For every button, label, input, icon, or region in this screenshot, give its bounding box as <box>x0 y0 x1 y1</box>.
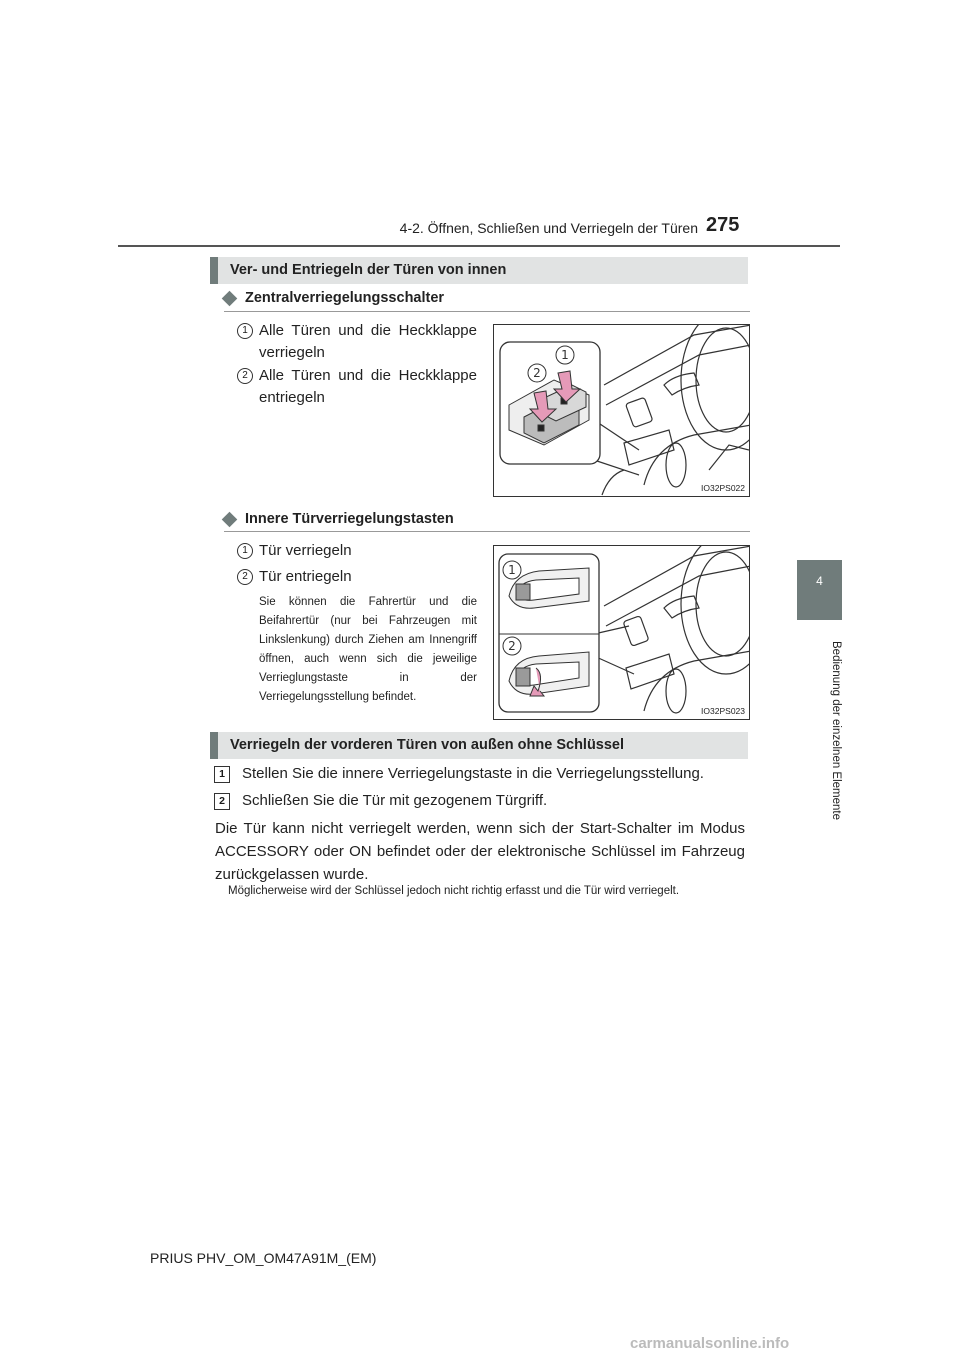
subheading-inner-lock-buttons <box>224 511 454 527</box>
chapter-title: 4-2. Öffnen, Schließen und Verriegeln der Türen <box>399 220 698 236</box>
figure-code: IO32PS023 <box>701 706 745 716</box>
page-number: 275 <box>706 214 740 236</box>
item-unlock-door: Tür entriegeln <box>259 568 352 585</box>
illustration-inner-lock-buttons <box>493 545 750 720</box>
callout-1: 1 <box>561 348 569 362</box>
callout-1: 1 <box>508 563 516 577</box>
callout-2: 2 <box>508 639 516 653</box>
subheading-divider <box>224 531 750 532</box>
paragraph-lock-condition: Die Tür kann nicht verriegelt werden, wenn sich der Start-Schalter im Modus ACCESSORY oder ON befindet oder der elektronische Schlüssel im Fahrzeug zurückgelassen wurde. <box>215 820 745 883</box>
item-number-circle: 2 <box>237 569 253 585</box>
subheading-divider <box>224 311 750 312</box>
step-set-lock-button: Stellen Sie die innere Verriegelungstaste in die Verriegelungsstellung. <box>242 765 704 782</box>
step-number-box: 2 <box>214 793 230 810</box>
figure-code: IO32PS022 <box>701 483 745 493</box>
callout-2: 2 <box>533 366 541 380</box>
watermark: carmanualsonline.info <box>630 1335 790 1352</box>
note-key-detection: Möglicherweise wird der Schlüssel jedoch nicht richtig erfasst und die Tür wird verriegelt. <box>228 885 680 897</box>
header-divider <box>118 245 840 247</box>
item-number-circle: 1 <box>237 543 253 559</box>
diamond-bullet-icon <box>222 511 238 527</box>
section-heading-outside-locking: Verriegeln der vorderen Türen von außen ohne Schlüssel <box>210 732 748 759</box>
illustration-central-lock-switch <box>493 324 750 497</box>
chapter-tab-number: 4 <box>816 574 823 588</box>
inner-lock-buttons-drawing <box>494 546 750 720</box>
item-unlock-all: Alle Türen und die Heckklappe entriegeln <box>259 367 477 406</box>
chapter-tab-label: Bedienung der einzelnen Elemente <box>830 640 842 821</box>
central-lock-switch-drawing <box>494 325 750 497</box>
section-heading-inside-locking: Ver- und Entriegeln der Türen von innen <box>210 257 748 284</box>
step-number-box: 1 <box>214 766 230 783</box>
document-id: PRIUS PHV_OM_OM47A91M_(EM) <box>150 1250 377 1266</box>
item-number-circle: 1 <box>237 323 253 339</box>
item-lock-door: Tür verriegeln <box>259 542 352 559</box>
item-number-circle: 2 <box>237 368 253 384</box>
note-inner-handle: Sie können die Fahrertür und die Beifahrertür (nur bei Fahrzeugen mit Linkslenkung) durch Ziehen am Innengriff öffnen, auch wenn sich die jeweilige Verrieglungstaste in der Verriegelungsstellung befindet. <box>259 596 477 703</box>
subheading-central-lock-switch <box>224 290 444 306</box>
subheading-text: Zentralverriegelungsschalter <box>245 290 445 306</box>
chapter-tab <box>797 560 842 620</box>
subheading-text: Innere Türverriegelungstasten <box>245 511 454 527</box>
item-lock-all: Alle Türen und die Heckklappe verriegeln <box>259 322 477 361</box>
step-close-door: Schließen Sie die Tür mit gezogenem Türgriff. <box>242 792 548 809</box>
diamond-bullet-icon <box>222 290 238 306</box>
